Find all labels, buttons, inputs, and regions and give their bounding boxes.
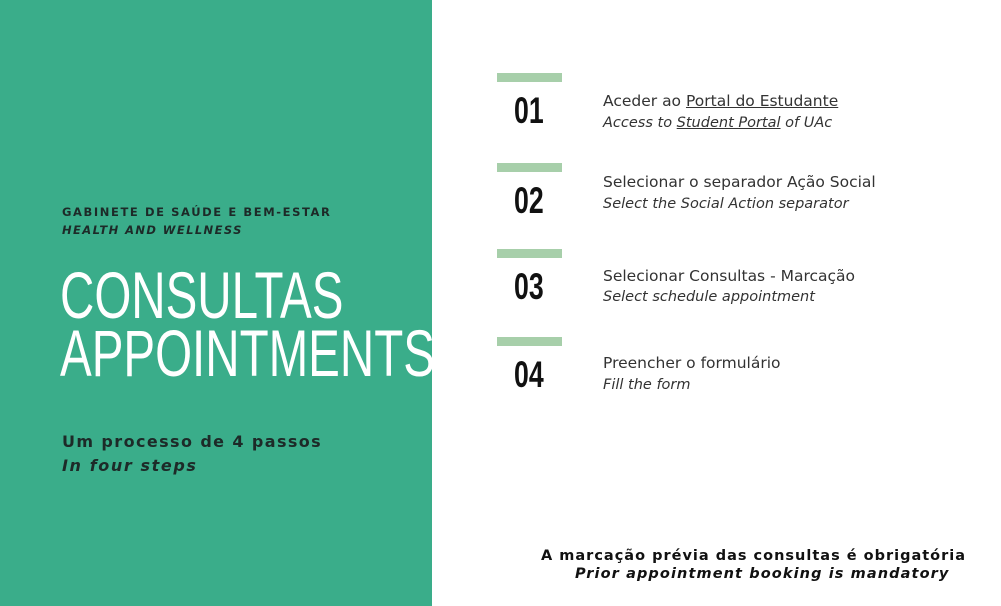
step-text-pt: [603, 92, 838, 110]
step-text-prefix: Aceder ao: [603, 92, 686, 110]
step-number: 01: [514, 90, 544, 131]
step-1: [497, 73, 977, 143]
step-text-en: Select schedule appointment: [603, 289, 815, 305]
step-4: [497, 337, 977, 407]
student-portal-link-en[interactable]: Student Portal: [676, 115, 781, 131]
step-text-pt: Selecionar o separador Ação Social: [603, 173, 876, 191]
booking-notice-en: Prior appointment booking is mandatory: [575, 566, 950, 582]
student-portal-link-pt[interactable]: Portal do Estudante: [685, 92, 839, 110]
left-panel: [0, 0, 435, 606]
office-name-pt: GABINETE DE SAÚDE E BEM-ESTAR: [62, 205, 332, 219]
step-text-suffix: of UAc: [780, 115, 833, 131]
step-text-en: Fill the form: [603, 377, 691, 393]
step-text-pt: Preencher o formulário: [603, 354, 781, 372]
step-bar: [497, 249, 562, 258]
process-subtitle-pt: Um processo de 4 passos: [62, 432, 323, 451]
step-2: [497, 163, 977, 233]
step-number: 03: [514, 266, 544, 307]
step-text-en: [603, 115, 832, 131]
step-text-prefix: Access to: [603, 115, 677, 131]
page-title-pt: CONSULTAS: [60, 258, 344, 332]
process-subtitle-en: In four steps: [62, 456, 198, 475]
office-name-en: HEALTH AND WELLNESS: [62, 223, 243, 237]
step-3: [497, 249, 977, 319]
step-text-en: Select the Social Action separator: [603, 196, 849, 212]
step-bar: [497, 73, 562, 82]
step-text-pt: Selecionar Consultas - Marcação: [603, 267, 856, 285]
step-bar: [497, 163, 562, 172]
step-number: 02: [514, 180, 544, 221]
step-bar: [497, 337, 562, 346]
step-number: 04: [514, 354, 544, 395]
page-title-en: APPOINTMENTS: [60, 316, 435, 390]
booking-notice-pt: A marcação prévia das consultas é obrigatória: [541, 548, 967, 564]
